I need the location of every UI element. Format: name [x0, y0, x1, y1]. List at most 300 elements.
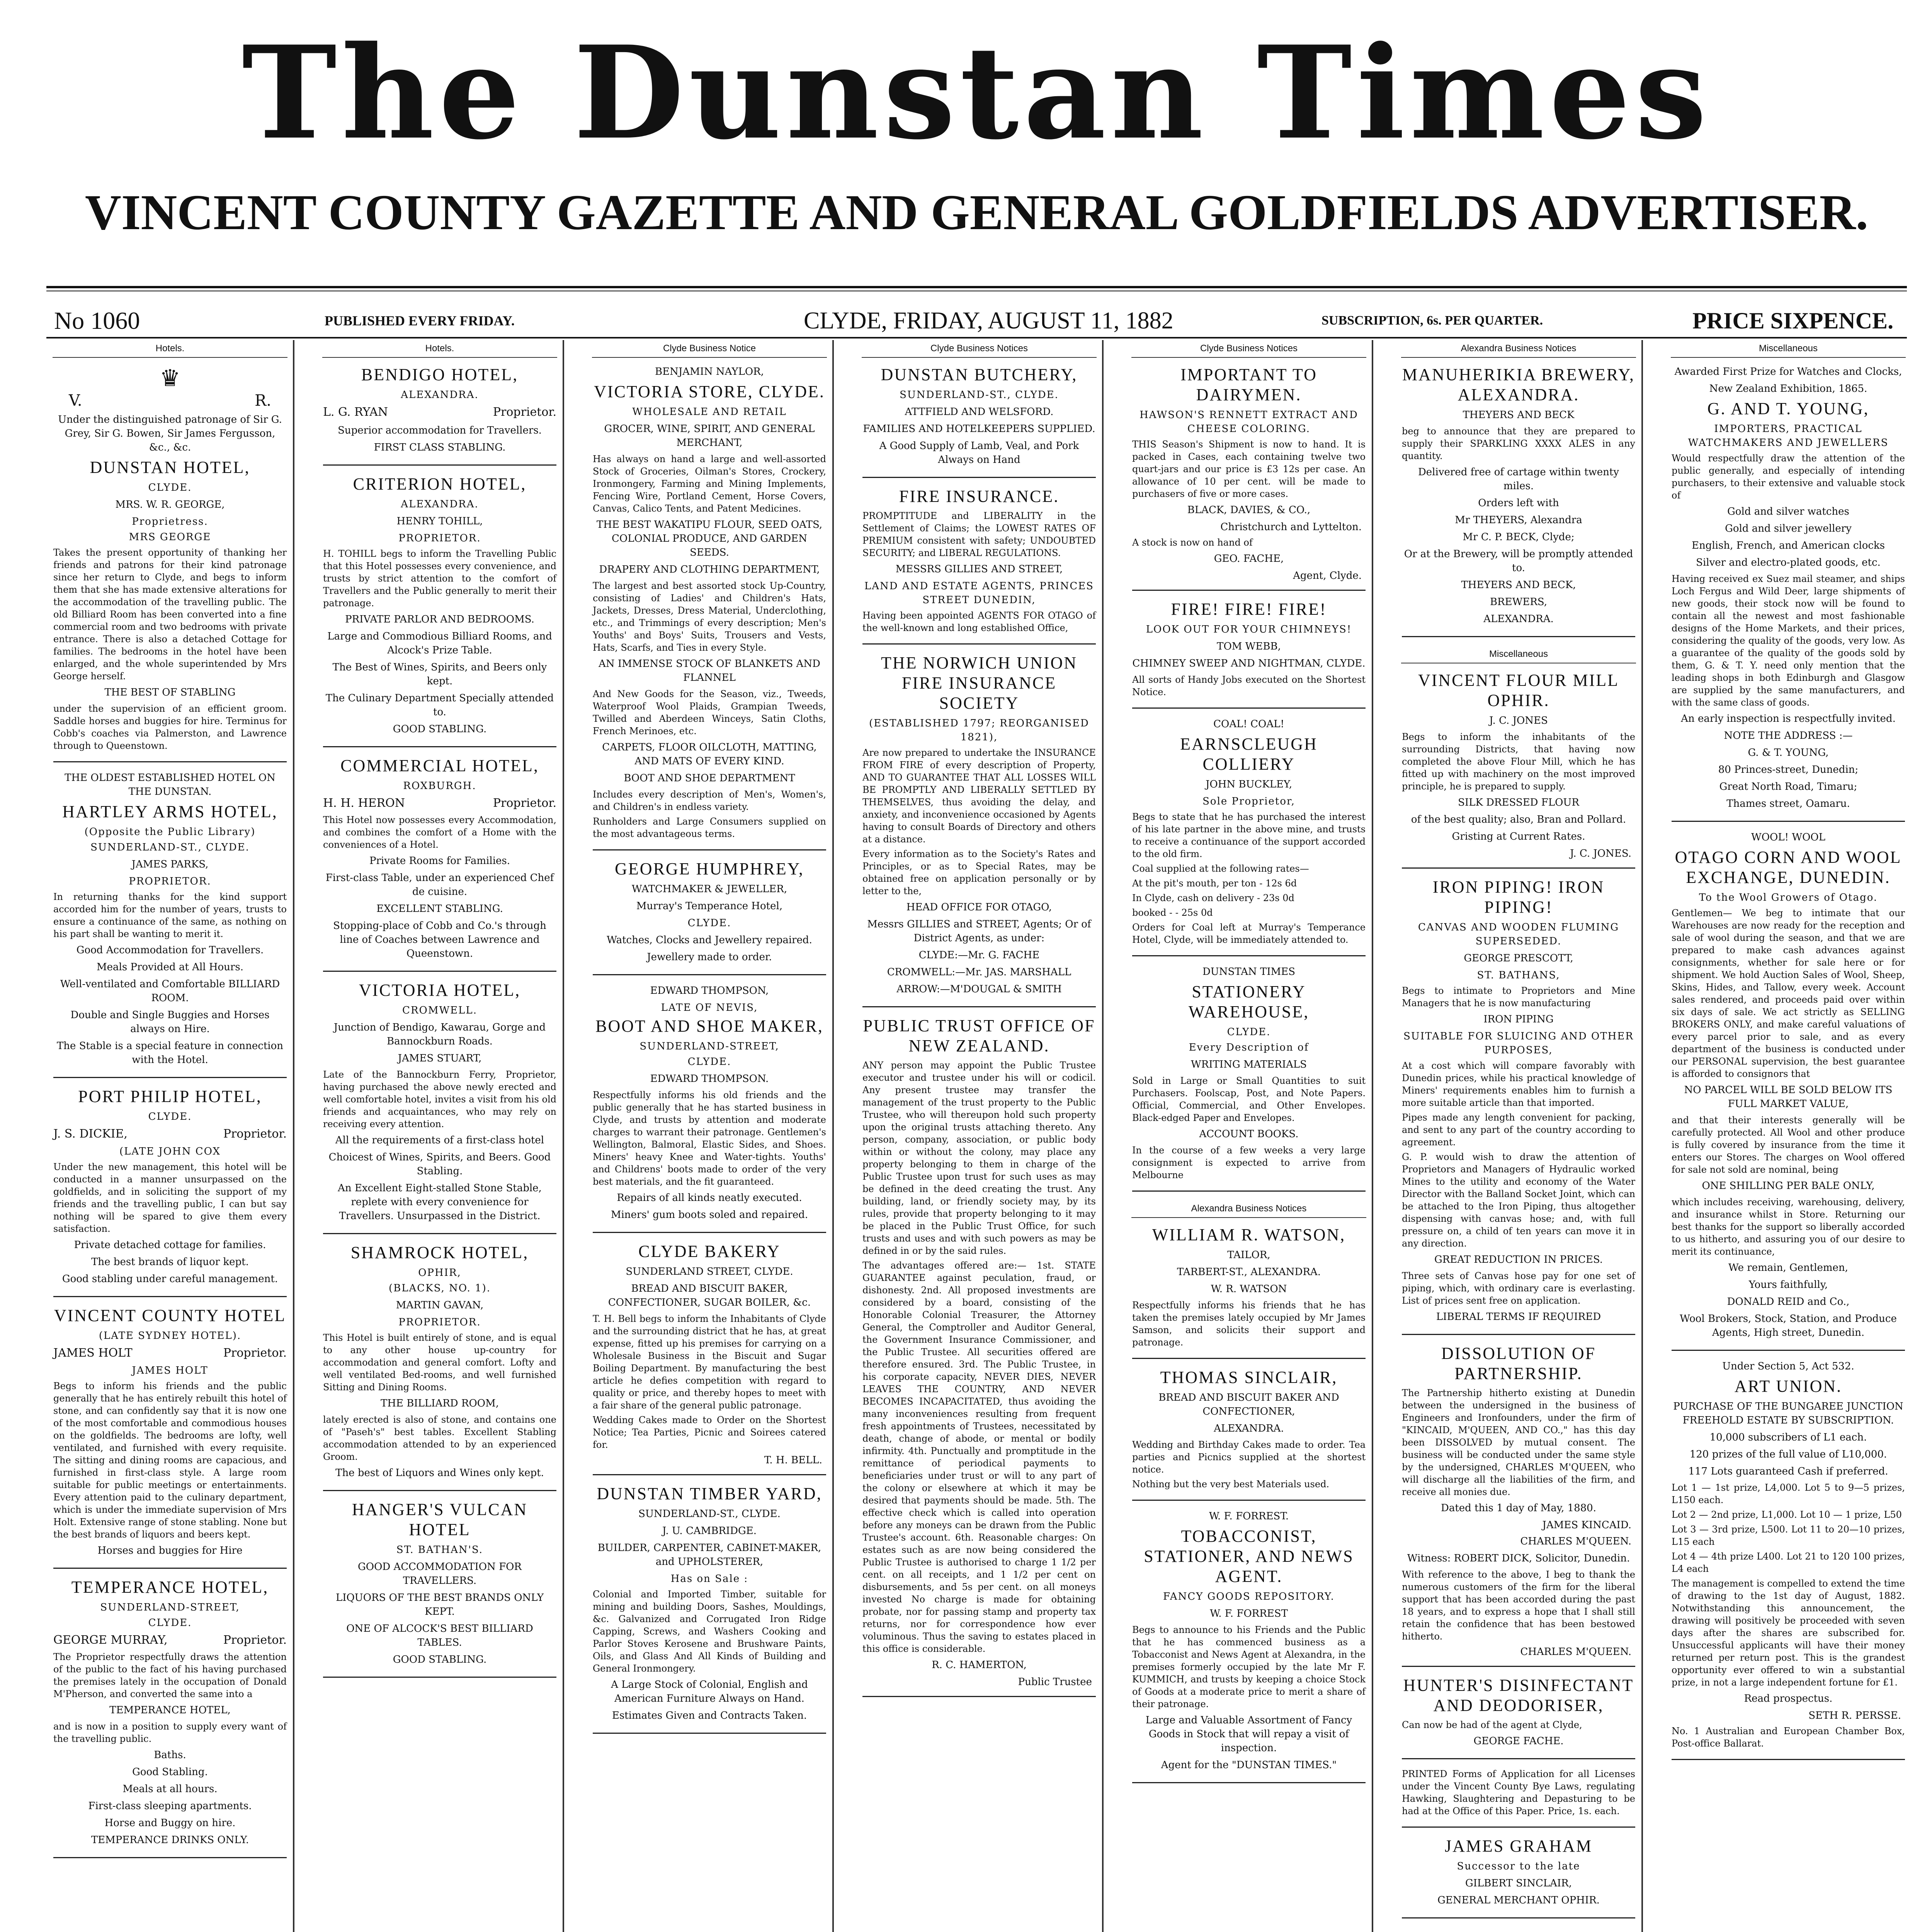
ad-line: A Large Stock of Colonial, English and American Furniture Always on Hand.: [611, 1679, 808, 1704]
issue-number: No 1060: [54, 307, 140, 334]
ad-body: PRINTED Forms of Application for all Licenses under the Vincent County Bye Laws, regulating Hawking, Slaughtering and Depasturing to be had at the Office of this Paper. Price, 1s. each.: [1402, 1769, 1635, 1816]
ad-body: Orders for Coal left at Murray's Temperance Hotel, Clyde, will be immediately attended to.: [1132, 922, 1366, 945]
ad-earnscleugh-colliery: [1132, 717, 1366, 956]
ad-body: Wedding Cakes made to Order on the Shortest Notice; Tea Parties, Picnic and Soirees catered for.: [593, 1415, 826, 1450]
ad-line: Or at the Brewery, will be promptly attended to.: [1404, 548, 1633, 574]
ad-owner: MESSRS GILLIES AND STREET,: [895, 563, 1063, 575]
signature: We remain, Gentlemen,: [1728, 1262, 1848, 1274]
ad-body: beg to announce that they are prepared to supply their SPARKLING XXXX ALES in any quantity.: [1402, 426, 1635, 461]
ad-thomas-sinclair: [1132, 1367, 1366, 1501]
proprietor-role: Proprietor.: [223, 1346, 287, 1360]
proprietor-name: GEORGE MURRAY,: [53, 1633, 168, 1647]
ad-title: G. AND T. YOUNG,: [1707, 399, 1869, 418]
ad-trade: GROCER, WINE, SPIRIT, AND GENERAL MERCHANT,: [604, 423, 815, 449]
ad-body: A Good Supply of Lamb, Veal, and Pork Always on Hand: [879, 440, 1079, 466]
ad-subtitle: PURCHASE OF THE BUNGAREE JUNCTION FREEHOLD ESTATE BY SUBSCRIPTION.: [1673, 1401, 1903, 1426]
ad-victoria-store: [593, 365, 826, 850]
ad-title: ART UNION.: [1734, 1377, 1842, 1396]
ad-line: The best of Liquors and Wines only kept.: [335, 1467, 544, 1479]
ad-hangers-vulcan-hotel: [323, 1500, 556, 1678]
ad-body: Begs to intimate to Proprietors and Mine Managers that he is now manufacturing: [1402, 985, 1635, 1009]
ad-printed-forms: [1402, 1768, 1635, 1828]
ad-sub: To the Wool Growers of Otago.: [1699, 892, 1878, 903]
ad-body: Colonial and Imported Timber, suitable for mining and building Doors, Sashes, Mouldings, &c. Galvanized and Corrugated Iron Ridge Capping, Screws, and Washers Cooking and Parlor Stoves Kerosene and Brushware Paints, Oils, and Glass And All Kinds of Building and General Ironmongery.: [593, 1589, 826, 1674]
ad-line: Watches, Clocks and Jewellery repaired.: [607, 934, 812, 946]
proprietor-role: Proprietor.: [223, 1127, 287, 1141]
ad-line: All the requirements of a first-class hotel: [335, 1134, 544, 1146]
ad-town: CLYDE.: [148, 1617, 192, 1629]
proprietor-name: JAMES PARKS,: [131, 859, 209, 870]
ad-body: The Partnership hitherto existing at Dunedin between the undersigned in the business of Engineers and Ironfounders, under the firm of "KINCAID, M'QUEEN, AND CO.," has this day been DISSOLVED by mutual consent. The business will be conducted under the same style by the undersigned, CHARLES M'QUEEN, who will discharge all the liabilities of the firm, and receive all monies due.: [1402, 1388, 1635, 1497]
crest-r: R.: [255, 392, 271, 410]
ad-line: 10,000 subscribers of L1 each.: [1709, 1432, 1867, 1443]
ad-vincent-county-hotel: [53, 1306, 287, 1569]
ad-line: TEMPERANCE HOTEL,: [109, 1704, 231, 1716]
ad-town: ST. BATHAN'S.: [396, 1544, 483, 1556]
ad-line: Messrs GILLIES and STREET, Agents; Or of District Agents, as under:: [867, 918, 1091, 944]
ad-commercial-hotel: [323, 756, 556, 972]
ad-owner: J. U. CAMBRIDGE.: [662, 1525, 757, 1537]
ad-owner: BLACK, DAVIES, & CO.,: [1187, 504, 1311, 516]
ad-title: PORT PHILIP HOTEL,: [78, 1087, 262, 1106]
masthead-title: The Dunstan Times: [242, 18, 1712, 168]
ad-body: Has always on hand a large and well-assorted Stock of Groceries, Oilman's Stores, Crockery, Ironmongery, Farming and Mining Implements, Fencing Wire, Portland Cement, Horse Covers, Canvas, Calico Tents, and Patent Medicines.: [593, 454, 826, 514]
ad-line: ONE OF ALCOCK'S BEST BILLIARD TABLES.: [346, 1623, 533, 1648]
ad-title: DUNSTAN BUTCHERY,: [881, 365, 1078, 384]
ad-title: DISSOLUTION OF PARTNERSHIP.: [1441, 1344, 1596, 1383]
ad-title: VINCENT COUNTY HOTEL: [54, 1306, 286, 1325]
ad-body: Begs to announce to his Friends and the Public that he has commenced business as a Tobacconist and News Agent at Alexandra, in the premises formerly occupied by the late Mr F. KUMMICH, and trusts by keeping a choice Stock of Goods at a moderate price to merit a share of their patronage.: [1132, 1624, 1366, 1709]
ad-line: Baths.: [154, 1749, 186, 1761]
ad-body: The management is compelled to extend the time of drawing to the 1st day of August, 1882. Notwithstanding this announcement, the drawing will positively be proceeded with seven days after the shares are subscribed for. Unsuccessful applicants will have their money returned per return post. This is the grandest opportunity ever offered to win a substantial prize, in not a large independent fortune for £1.: [1672, 1578, 1905, 1688]
ad-body: H. TOHILL begs to inform the Travelling Public that this Hotel possesses every convenience, and trusts by strict attention to the comfort of Travellers and the Public generally to merit their patronage.: [323, 548, 556, 609]
column-divider: [563, 340, 564, 1932]
ad-line: ONE SHILLING PER BALE ONLY,: [1702, 1180, 1875, 1192]
address-line: 80 Princes-street, Dunedin;: [1718, 764, 1859, 776]
ad-shamrock-hotel: [323, 1243, 556, 1491]
ad-line: Gristing at Current Rates.: [1452, 831, 1585, 842]
crest-v: V.: [69, 392, 82, 410]
ad-victoria-hotel: [323, 980, 556, 1234]
column-heading: Clyde Business Notices: [1131, 340, 1366, 358]
signature-role: Public Trustee: [1018, 1676, 1092, 1688]
ad-body: Nothing but the very best Materials used.: [1132, 1479, 1330, 1490]
ad-sub: HAWSON'S RENNETT EXTRACT AND CHEESE COLORING.: [1139, 409, 1358, 435]
ad-body: Having received ex Suez mail steamer, and ships Loch Fergus and Wild Deer, large shipments of new goods, their stock now will be found to contain all the newest and most fashionable designs of the Home Markets, and their prices, considering the quality of the goods, very low. As a guarantee of the quality of the goods sold by them, G. & T. Y. need only mention that the leading shops in both Edinburgh and Glasgow are supplied by the same manufacturers, and with the same class of goods.: [1672, 573, 1905, 708]
ad-owner: GEORGE PRESCOTT,: [1464, 952, 1573, 964]
ad-sub: (BLACKS, NO. 1).: [388, 1282, 491, 1294]
ad-trade: WRITING MATERIALS: [1191, 1059, 1307, 1070]
ad-title: WILLIAM R. WATSON,: [1152, 1225, 1346, 1244]
ad-line: Awarded First Prize for Watches and Clocks,: [1674, 366, 1902, 378]
signature: W. F. FORREST: [1210, 1608, 1288, 1619]
ad-body: Begs to state that he has purchased the interest of his late partner in the above mine, and trusts to receive a continuance of the support accorded to the old firm.: [1132, 811, 1366, 859]
ad-port-philip: [53, 1087, 287, 1297]
ad-sub: Sole Proprietor,: [1202, 796, 1295, 807]
ad-body: A stock is now on hand of: [1132, 537, 1253, 548]
ad-line: GOOD ACCOMMODATION FOR TRAVELLERS.: [357, 1561, 522, 1587]
signature: Wool Brokers, Stock, Station, and Produce Agents, High street, Dunedin.: [1680, 1313, 1897, 1338]
ad-line: 117 Lots guaranteed Cash if preferred.: [1688, 1466, 1888, 1477]
ad-body: Begs to inform the inhabitants of the surrounding Districts, that having now completed the above Flour Mill, which he has fitted up with machinery on the most improved principle, he is prepared to supply.: [1402, 731, 1635, 792]
ad-line: FIRST CLASS STABLING.: [374, 442, 506, 453]
ad-stationery-warehouse: [1132, 965, 1366, 1192]
ad-body: Begs to inform his friends and the public generally that he has entirely rebuilt this hotel of stone, and can confidently say that it is now one of the most comfortable and commodious houses on the goldfields. The bedrooms are lofty, well ventilated, and furnished with every requisite. The sitting and dining rooms are capacious, and furnished in first-class style. A large room suitable for public meetings or entertainments. Every attention paid to the culinary department, which is under the immediate supervision of Mrs Holt. Extensive range of stone stabling. None but the best brands of liquors and beers kept.: [53, 1381, 287, 1540]
ad-line: AN IMMENSE STOCK OF BLANKETS AND FLANNEL: [599, 658, 820, 684]
ad-body: Under the new management, this hotel will be conducted in a manner unsurpassed on the goldfields, and in soliciting the support of my friends and the travelling public, I can but say nothing will be spared to give them every satisfaction.: [53, 1162, 287, 1234]
ad-william-watson: [1132, 1225, 1366, 1359]
ad-sub: LATE OF NEVIS,: [661, 1002, 758, 1014]
ad-body: The Proprietor respectfully draws the attention of the public to the fact of his having purchased the premises lately in the occupation of Donald M'Pherson, and converted the same into a: [53, 1651, 287, 1699]
ad-owner: JOHN BUCKLEY,: [1205, 779, 1293, 790]
signature: Yours faithfully,: [1748, 1279, 1828, 1291]
ad-body: which includes receiving, warehousing, delivery, and insurance whilst in Store. Returning our best thanks for the support so liberally accorded to us hitherto, and assuring you of our desire to merit its continuance,: [1672, 1197, 1905, 1257]
ad-title: COMMERCIAL HOTEL,: [340, 756, 539, 775]
proprietor-name: L. G. RYAN: [323, 405, 388, 419]
ad-sub: LOOK OUT FOR YOUR CHIMNEYS!: [1146, 624, 1352, 635]
ad-body: With reference to the above, I beg to thank the numerous customers of the firm for the liberal support that has been accorded during the past 18 years, and to express a hope that I shall still retain the confidence that has been bestowed hitherto.: [1402, 1569, 1635, 1642]
ad-line: DRAPERY AND CLOTHING DEPARTMENT,: [599, 564, 820, 575]
ad-sub: IMPORTERS, PRACTICAL WATCHMAKERS AND JEWELLERS: [1688, 423, 1889, 449]
ad-line: First-class Table, under an experienced Chef de cuisine.: [325, 872, 554, 898]
ad-body: and is now in a position to supply every want of the travelling public.: [53, 1721, 287, 1744]
ad-public-trust-office: [862, 1016, 1096, 1697]
ad-body: Gentlemen— We beg to intimate that our Warehouses are now ready for the reception and sale of wool during the season, and that we are prepared to make cash advances against consignments, whether for sale here or for shipment. We hold Auction Sales of Wool, Sheep, Skins, Hides, and Tallow, every week. Account sales rendered, and proceeds paid over within six days of sale. We act strictly as SELLING BROKERS ONLY, and make careful valuations of every parcel prior to sale, and as every department of the business is conducted under our PERSONAL supervision, the best guarantee is afforded to consignors that: [1672, 908, 1905, 1079]
ad-line: First-class sleeping apartments.: [88, 1800, 252, 1812]
ad-street: SUNDERLAND-STREET,: [639, 1041, 779, 1052]
ad-trade: BREAD AND BISCUIT BAKER AND CONFECTIONER,: [1158, 1392, 1339, 1417]
ad-norwich-union: [862, 653, 1096, 1007]
column-clyde-business-1: [590, 340, 829, 1932]
signature: T. H. BELL.: [764, 1454, 822, 1466]
ad-town: ALEXANDRA.: [401, 498, 479, 510]
signature-role: BREWERS,: [1490, 596, 1548, 608]
ad-body: Sold in Large or Small Quantities to suit Purchasers. Foolscap, Post, and Note Papers. Official, Commercial, and Other Envelopes. Black-edged Paper and Envelopes.: [1132, 1075, 1366, 1123]
ad-body: This Hotel is built entirely of stone, and is equal to any other house up-country for accommodation and general comfort. Lofty and well ventilated Bed-rooms, and well furnished Sitting and Dining Rooms.: [323, 1332, 556, 1393]
ad-town: ALEXANDRA.: [1214, 1423, 1284, 1434]
ad-title: FIRE INSURANCE.: [899, 487, 1060, 506]
ad-edward-thompson: [593, 984, 826, 1233]
ad-bendigo-hotel: [323, 365, 556, 466]
ad-line: Superior accommodation for Travellers.: [338, 425, 542, 436]
prize-line: Lot 1 — 1st prize, L4,000. Lot 5 to 9—5 prizes, L150 each.: [1672, 1482, 1905, 1505]
ad-dunstan-butchery: [862, 365, 1096, 478]
ad-town: ST. BATHANS,: [1477, 969, 1560, 981]
ad-line: The best brands of liquor kept.: [91, 1256, 249, 1268]
ad-dunstan-timber-yard: [593, 1484, 826, 1734]
column-heading: Clyde Business Notices: [862, 340, 1097, 358]
ad-town: OPHIR,: [418, 1267, 461, 1279]
ad-line: New Zealand Exhibition, 1865.: [1709, 383, 1867, 395]
ad-james-graham: [1402, 1836, 1635, 1918]
ad-line: PRIVATE PARLOR AND BEDROOMS.: [345, 614, 534, 625]
published-notice: PUBLISHED EVERY FRIDAY.: [325, 313, 515, 328]
column-clyde-business-2: [859, 340, 1099, 1932]
ad-title: JAMES GRAHAM: [1445, 1837, 1592, 1855]
column-divider: [832, 340, 834, 1932]
prize-line: Lot 4 — 4th prize L400. Lot 21 to 120 100 prizes, L4 each: [1672, 1551, 1905, 1574]
address-line: Thames street, Oamaru.: [1726, 798, 1850, 810]
ad-body: And New Goods for the Season, viz., Tweeds, Waterproof Wool Plaids, Grampian Tweeds, Twilled and Aberdeen Winceys, Satin Cloths, French Merinoes, etc.: [593, 689, 826, 736]
ad-line: Gold and silver jewellery: [1725, 523, 1852, 534]
ad-iron-piping: [1402, 877, 1635, 1335]
ad-line: THE BEST OF STABLING: [104, 687, 236, 698]
ad-street: SUNDERLAND-ST., CLYDE.: [900, 389, 1059, 401]
ad-line: GOOD STABLING.: [393, 723, 487, 735]
ad-sub: LAND AND ESTATE AGENTS, PRINCES STREET DUNEDIN,: [864, 580, 1094, 606]
ad-line: ACCOUNT BOOKS.: [1199, 1128, 1299, 1140]
ad-sub: CANVAS AND WOODEN FLUMING SUPERSEDED.: [1418, 922, 1619, 947]
ad-line: HEAD OFFICE FOR OTAGO,: [906, 901, 1052, 913]
column-divider: [1372, 340, 1373, 1932]
ad-town: CROMWELL.: [402, 1005, 477, 1016]
ad-art-union: [1672, 1359, 1905, 1760]
ad-chimney-sweep: [1132, 599, 1366, 709]
column-heading: Alexandra Business Notices: [1401, 340, 1636, 358]
ad-line: The Culinary Department Specially attended to.: [325, 692, 554, 718]
ad-trade: WATCHMAKER & JEWELLER,: [631, 883, 787, 895]
signature: W. R. WATSON: [1211, 1283, 1287, 1295]
ad-line: Repairs of all kinds neatly executed.: [617, 1192, 802, 1204]
ad-line: CARPETS, FLOOR OILCLOTH, MATTING, AND MATS OF EVERY KIND.: [602, 742, 817, 767]
signature: JAMES HOLT: [132, 1365, 208, 1376]
ad-line: Mr THEYERS, Alexandra: [1455, 514, 1582, 526]
proprietor-role: PROPRIETOR.: [129, 876, 211, 887]
ad-body: THIS Season's Shipment is now to hand. It is packed in Cases, each containing twelve two quart-jars and our price is £3 12s per case. An allowance of 10 per cent. will be made to purchasers of five or more cases.: [1132, 439, 1366, 499]
ad-line: ARROW:—M'DOUGAL & SMITH: [896, 983, 1062, 995]
ad-line: IRON PIPING: [1483, 1014, 1554, 1025]
ad-sub: (LATE JOHN COX: [119, 1146, 221, 1157]
ad-title: HANGER'S VULCAN HOTEL: [352, 1500, 528, 1539]
ad-title: BENDIGO HOTEL,: [361, 365, 519, 384]
ad-body: ANY person may appoint the Public Trustee executor and trustee under his will or codicil. Any present trustee may transfer the management of the trust property to the Public Trustee, who will thereupon hold such property upon the original trusts attaching thereto. Any person, company, association, or public body within or without the colony, may place any property belonging to them in charge of the Public Trustee upon trust for such uses as may be defined in the deed creating the trust. Any building, land, or friendly society may, by its rules, provide that property belonging to it may be placed in the Public Trust Office, for such trusts and uses and with such powers as may be defined in or by the said rules.: [862, 1060, 1096, 1256]
ad-owner: BENJAMIN NAYLOR,: [655, 366, 764, 378]
ad-body: Can now be had of the agent at Clyde,: [1402, 1719, 1582, 1730]
column-divider: [1102, 340, 1104, 1932]
address-line: G. & T. YOUNG,: [1748, 747, 1829, 759]
ad-temperance-hotel: [53, 1577, 287, 1858]
ad-sub: FANCY GOODS REPOSITORY.: [1163, 1591, 1335, 1602]
ad-line: Agent for the "DUNSTAN TIMES.": [1161, 1759, 1337, 1771]
ad-title: FIRE! FIRE! FIRE!: [1171, 600, 1327, 619]
ad-title: VINCENT FLOUR MILL OPHIR.: [1418, 671, 1619, 710]
ad-body: In returning thanks for the kind support accorded him for the number of years, trusts to ensure a continuance of the same, as nothing on his part shall be wanting to merit it.: [53, 891, 287, 939]
ad-manuherikia-brewery: [1402, 365, 1635, 637]
ad-title: BOOT AND SHOE MAKER,: [595, 1017, 823, 1036]
prize-line: Lot 2 — 2nd prize, L1,000. Lot 10 — 1 prize, L50: [1672, 1509, 1902, 1520]
ad-line: SILK DRESSED FLOUR: [1458, 797, 1579, 808]
ad-body: T. H. Bell begs to inform the Inhabitants of Clyde and the surrounding district that he has, at great expense, fitted up his premises for carrying on a Wholesale Business in the Biscuit and Sugar Boiling Department. By manufacturing the best article he defies competition with regard to quality or price, and thereby hopes to meet with a fair share of the general public patronage.: [593, 1313, 826, 1411]
ad-line: BOOT AND SHOE DEPARTMENT: [624, 772, 795, 784]
ad-sub: Junction of Bendigo, Kawarau, Gorge and Bannockburn Roads.: [333, 1022, 546, 1047]
ad-line: An early inspection is respectfully invited.: [1681, 713, 1896, 724]
ad-body: Every information as to the Society's Rates and Principles, or as to Special Rates, may be obtained free on application personally or by letter to the,: [862, 849, 1096, 896]
ad-dissolution-of-partnership: [1402, 1344, 1635, 1667]
ad-trade: BUILDER, CARPENTER, CABINET-MAKER, and UPHOLSTERER,: [597, 1542, 821, 1568]
ad-body: Having been appointed AGENTS FOR OTAGO of the well-known and long established Office,: [862, 610, 1096, 633]
ad-body: All sorts of Handy Jobs executed on the Shortest Notice.: [1132, 674, 1366, 697]
ad-line: LIBERAL TERMS IF REQUIRED: [1436, 1311, 1601, 1323]
ad-title: CRITERION HOTEL,: [353, 474, 527, 493]
proprietor-name: JAMES STUART,: [398, 1053, 482, 1064]
column-clyde-business-3: [1129, 340, 1369, 1932]
ad-line: Good Accommodation for Travellers.: [76, 944, 264, 956]
proprietor-name: J. S. DICKIE,: [53, 1127, 128, 1141]
ad-line: CROMWELL:—Mr. JAS. MARSHALL: [887, 966, 1071, 978]
ad-line: Mr C. P. BECK, Clyde;: [1463, 531, 1575, 543]
patronage-note: Under the distinguished patronage of Sir G. Grey, Sir G. Bowen, Sir James Fergusson, &c., &c.: [58, 414, 282, 453]
ad-town: CLYDE.: [687, 917, 731, 929]
ad-body: Includes every description of Men's, Women's, and Children's in endless variety.: [593, 789, 826, 812]
column-divider: [1641, 340, 1643, 1932]
ad-owner: J. C. JONES: [1489, 715, 1548, 726]
ad-body: Respectfully informs his old friends and the public generally that he has started business in Clyde, and trusts by attention and moderate charges to warrant their patronage. Gentlemen's Wellington, Balmoral, Elastic Sides, and Shoes. Miners' heavy Knee and Water-tights. Youths' and Childrens' boots made to order of the very best materials, and the fit guaranteed.: [593, 1090, 826, 1187]
signature: MRS GEORGE: [129, 531, 211, 543]
subscription-notice: SUBSCRIPTION, 6s. PER QUARTER.: [1321, 313, 1543, 328]
ad-line: Large and Valuable Assortment of Fancy Goods in Stock that will repay a visit of inspection.: [1145, 1714, 1352, 1754]
ad-body: Would respectfully draw the attention of the public generally, and especially of intending purchasers, to their extensive and valuable stock of: [1672, 453, 1905, 501]
ad-line: EXCELLENT STABLING.: [376, 903, 503, 915]
ad-line: Witness: ROBERT DICK, Solicitor, Dunedin.: [1407, 1553, 1630, 1564]
signature-town: ALEXANDRA.: [1483, 613, 1554, 625]
proprietor-name: JAMES HOLT: [53, 1346, 133, 1360]
ad-sub: WHOLESALE AND RETAIL: [632, 406, 787, 418]
ad-sub: (Opposite the Public Library): [84, 826, 256, 838]
ad-title: HARTLEY ARMS HOTEL,: [62, 802, 278, 821]
ad-line: An Excellent Eight-stalled Stone Stable, replete with every convenience for Travellers. Unsurpassed in the District.: [338, 1182, 542, 1222]
ad-town: ALEXANDRA.: [401, 389, 479, 401]
ad-line: Large and Commodious Billiard Rooms, and Alcock's Prize Table.: [327, 631, 552, 656]
ad-street: SUNDERLAND-ST., CLYDE.: [638, 1508, 781, 1520]
ad-body: This Hotel now possesses every Accommodation, and combines the comfort of a Home with the conveniences of a Hotel.: [323, 815, 556, 850]
ad-line: Under Section 5, Act 532.: [1722, 1361, 1854, 1372]
proprietor-role: Proprietor.: [493, 405, 556, 419]
ad-sub: Every Description of: [1189, 1042, 1309, 1053]
ad-line: Good Stabling.: [132, 1766, 208, 1778]
ad-body: PROMPTITUDE and LIBERALITY in the Settlement of Claims; the LOWEST RATES OF PREMIUM consistent with safety; UNDOUBTED SECURITY; and LIBERAL REGULATIONS.: [862, 510, 1096, 558]
ad-line: Orders left with: [1478, 497, 1559, 509]
ad-title: TEMPERANCE HOTEL,: [71, 1578, 269, 1597]
ad-title: HUNTER'S DISINFECTANT AND DEODORISER,: [1403, 1676, 1634, 1715]
ad-line: Horses and buggies for Hire: [97, 1545, 243, 1556]
ad-owner: EDWARD THOMPSON,: [650, 985, 769, 997]
ad-line: The Best of Wines, Spirits, and Beers only kept.: [332, 662, 547, 687]
proprietor-name: H. H. HERON: [323, 796, 405, 810]
ad-title: IRON PIPING! IRON PIPING!: [1432, 878, 1605, 917]
ad-line: of the best quality; also, Bran and Pollard.: [1411, 814, 1626, 825]
ad-line: WOOL! WOOL: [1751, 832, 1825, 843]
ad-line: Stopping-place of Cobb and Co.'s through line of Coaches between Lawrence and Queenstown.: [333, 920, 546, 959]
ad-body: The advantages offered are:— 1st. STATE GUARANTEE against peculation, fraud, or dishonesty. 2nd. All proposed investments are considered by a board, consisting of the Honorable Colonial Treasurer, the Attorney General, the Comptroller and Auditor General, the Government Insurance Commissioner, and the Public Trustee. All securities offered are therefore ensured. 3rd. The Public Trustee, in his corporate capacity, NEVER DIES, NEVER LEAVES THE COUNTRY, AND NEVER BECOMES INCAPACITATED, thus avoiding the many inconveniences resulting from frequent fresh appointments of Trustees, necessitated by death, change of abode, or mental or bodily infirmity. 4th. Punctually and promptitude in the remittance of periodical payments to beneficiaries under trust or will to any part of the colony or elsewhere at which it may be desired that payments should be made. 5th. The effective check which is called into operation before any moneys can be drawn from the Public Trustee's account. 6th. Reasonable charges: On estates such as are now being considered the Public Trustee is authorised to charge 1 1/2 per cent. on all receipts, and 1 1/2 per cent on disbursements, and 5s per cent. on all moneys invested No charge is made for obtaining probate, nor for passing stamp and property tax returns, nor for correspondence how ever voluminous. Thus the saving to estates placed in this office is considerable.: [862, 1260, 1096, 1654]
ad-body: Takes the present opportunity of thanking her friends and patrons for their kind patronage since her return to Clyde, and begs to inform them that she has made extensive alterations for the accommodation of the travelling public. The old Billiard Room has been converted into a fine commercial room and two bedrooms with private entrance. There is also a detached Cottage for families. The bedrooms in the hotel have been enlarged, and the whole superintended by Mrs George herself.: [53, 547, 287, 682]
ad-trade: CHIMNEY SWEEP AND NIGHTMAN, CLYDE.: [1132, 658, 1366, 669]
ad-hunters-disinfectant: [1402, 1675, 1635, 1759]
signature: THEYERS AND BECK,: [1461, 579, 1576, 591]
ad-line: Private detached cottage for families.: [74, 1239, 266, 1251]
ad-line: DUNSTAN TIMES: [1202, 966, 1296, 978]
proprietor-name: MARTIN GAVAN,: [396, 1299, 484, 1311]
ad-line: Choicest of Wines, Spirits, and Beers. Good Stabling.: [328, 1151, 551, 1177]
ad-title: IMPORTANT TO DAIRYMEN.: [1180, 365, 1317, 404]
ad-town: CLYDE.: [148, 1111, 192, 1122]
ad-line: THE OLDEST ESTABLISHED HOTEL ON THE DUNSTAN.: [65, 772, 276, 798]
masthead-subtitle: VINCENT COUNTY GAZETTE AND GENERAL GOLDFIELDS ADVERTISER.: [85, 185, 1869, 240]
ad-trade: TAILOR,: [1227, 1249, 1270, 1261]
proprietor-role: PROPRIETOR.: [398, 532, 481, 544]
signature: CHARLES M'QUEEN.: [1520, 1536, 1631, 1547]
ad-line: Estimates Given and Contracts Taken.: [612, 1710, 807, 1721]
ad-title: VICTORIA HOTEL,: [359, 981, 521, 1000]
ad-line: English, French, and American clocks: [1691, 540, 1885, 551]
ad-owner: W. F. FORREST.: [1209, 1510, 1289, 1522]
ad-title: THE NORWICH UNION FIRE INSURANCE SOCIETY: [881, 653, 1078, 713]
ad-line: 120 prizes of the full value of L10,000.: [1689, 1449, 1887, 1460]
ad-sub: Successor to the late: [1457, 1861, 1580, 1872]
ad-owner: TOM WEBB,: [1217, 641, 1281, 652]
ad-line: The Stable is a special feature in connection with the Hotel.: [56, 1040, 284, 1066]
ad-line: NO PARCEL WILL BE SOLD BELOW ITS FULL MARKET VALUE,: [1684, 1084, 1893, 1110]
ad-sub: Has on Sale :: [670, 1573, 748, 1585]
ad-title: DUNSTAN TIMBER YARD,: [597, 1484, 822, 1503]
ad-g-and-t-young: [1672, 365, 1905, 822]
ad-sub: Murray's Temperance Hotel,: [636, 900, 783, 912]
ad-title: EARNSCLEUGH COLLIERY: [1180, 735, 1318, 774]
ad-town: Christchurch and Lyttelton.: [1220, 521, 1362, 533]
ad-town: SUNDERLAND-ST., CLYDE.: [90, 842, 250, 853]
ad-street: TARBERT-ST., ALEXANDRA.: [1177, 1266, 1321, 1278]
proprietor-role: Proprietress.: [132, 516, 208, 527]
ad-line: Read prospectus.: [1744, 1693, 1833, 1704]
masthead-rule-bottom: [46, 337, 1907, 338]
signature: EDWARD THOMPSON.: [650, 1073, 769, 1085]
ad-trade: BREAD AND BISCUIT BAKER, CONFECTIONER, SUGAR BOILER, &c.: [608, 1283, 811, 1308]
ad-line: GENERAL MERCHANT OPHIR.: [1437, 1895, 1600, 1906]
ad-sub: (LATE SYDNEY HOTEL).: [99, 1330, 242, 1342]
ad-body: Runholders and Large Consumers supplied on the most advantageous terms.: [593, 816, 826, 839]
ad-body: G. P. would wish to draw the attention of Proprietors and Managers of Hydraulic worked Mines to the utility and economy of the Water Director with the Balland Socket Joint, which can be attached to the Iron Piping, thus altogether dispensing with canvas hose; and, with full pressure on, a child of ten years can move it in any direction.: [1402, 1151, 1635, 1249]
signature: CHARLES M'QUEEN.: [1520, 1646, 1631, 1658]
ad-body: and that their interests generally will be carefully protected. All Wool and other produce is fully covered by insurance from the time it enters our Stores. The charges on Wool offered for sale not sold are nominal, being: [1672, 1115, 1905, 1175]
ad-title: THOMAS SINCLAIR,: [1160, 1368, 1338, 1387]
ad-line: Miners' gum boots soled and repaired.: [611, 1209, 808, 1221]
ad-line: NOTE THE ADDRESS :—: [1724, 730, 1853, 742]
ad-hartley-arms: [53, 771, 287, 1078]
ad-town: CLYDE.: [687, 1056, 731, 1068]
ad-line: Meals at all hours.: [122, 1783, 218, 1795]
ad-line: GREAT REDUCTION IN PRICES.: [1434, 1254, 1603, 1265]
ad-dunstan-hotel: [53, 365, 287, 762]
masthead-rule-top: [46, 286, 1907, 288]
proprietor-role: Proprietor.: [493, 796, 556, 810]
ad-line: Well-ventilated and Comfortable BILLIARD ROOM.: [60, 978, 280, 1004]
ad-title: SHAMROCK HOTEL,: [350, 1243, 529, 1262]
proprietor-name: MRS. W. R. GEORGE,: [115, 499, 225, 510]
ad-town: CLYDE.: [1227, 1026, 1271, 1038]
column-heading: Hotels.: [53, 340, 287, 358]
ad-line: Jewellery made to order.: [647, 951, 772, 963]
ad-title: VICTORIA STORE, CLYDE.: [594, 382, 825, 401]
rate-line: In Clyde, cash on delivery - 23s 0d: [1132, 893, 1294, 903]
signature: J. C. JONES.: [1570, 848, 1631, 859]
ad-criterion-hotel: [323, 474, 556, 747]
ad-body: In the course of a few weeks a very large consignment is expected to arrive from Melbourne: [1132, 1145, 1366, 1180]
ad-title: STATIONERY WAREHOUSE,: [1188, 982, 1310, 1021]
ad-title: DUNSTAN HOTEL,: [90, 458, 250, 477]
ad-line: Dated this 1 day of May, 1880.: [1441, 1502, 1596, 1514]
ad-body: lately erected is also of stone, and contains one of "Paseh's" best tables. Excellent Stabling accommodation attended to by an experienced Groom.: [323, 1414, 556, 1462]
ad-line: Good stabling under careful management.: [62, 1273, 278, 1285]
ad-title: GEORGE HUMPHREY,: [615, 859, 804, 878]
